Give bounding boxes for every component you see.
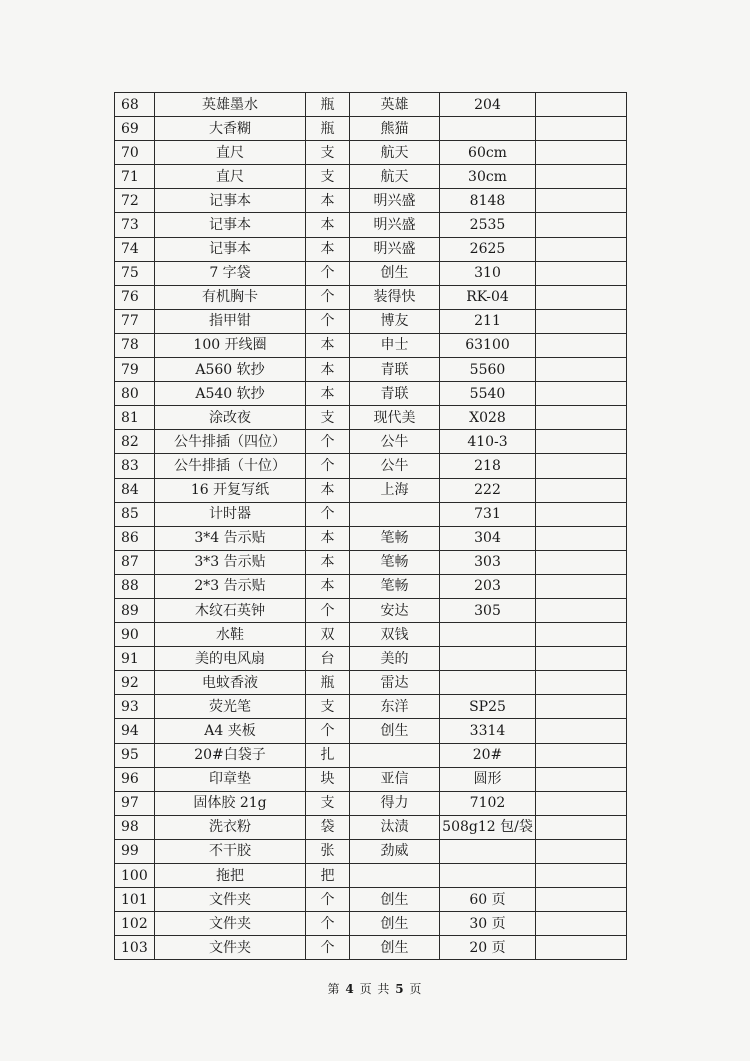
- blank-cell: [536, 309, 627, 333]
- item-table: [114, 92, 627, 960]
- item-brand: 装得快: [350, 285, 440, 309]
- item-unit: 本: [306, 382, 350, 406]
- item-unit: 本: [306, 358, 350, 382]
- blank-cell: [536, 598, 627, 622]
- item-unit: 个: [306, 502, 350, 526]
- item-spec: [440, 864, 536, 888]
- item-spec: 203: [440, 574, 536, 598]
- item-unit: 本: [306, 189, 350, 213]
- table-row: [115, 382, 627, 406]
- item-spec: 5560: [440, 358, 536, 382]
- row-number: 75: [115, 261, 155, 285]
- item-name: 直尺: [155, 165, 306, 189]
- table-row: [115, 93, 627, 117]
- item-brand: 明兴盛: [350, 189, 440, 213]
- item-name: A540 软抄: [155, 382, 306, 406]
- row-number: 82: [115, 430, 155, 454]
- item-spec: 60cm: [440, 141, 536, 165]
- item-unit: 个: [306, 598, 350, 622]
- item-unit: 个: [306, 719, 350, 743]
- footer-middle: 页 共: [359, 982, 391, 996]
- item-brand: [350, 502, 440, 526]
- item-spec: 30cm: [440, 165, 536, 189]
- item-unit: 扎: [306, 743, 350, 767]
- table-row: [115, 623, 627, 647]
- table-row: [115, 550, 627, 574]
- row-number: 85: [115, 502, 155, 526]
- table-row: [115, 261, 627, 285]
- table-row: [115, 406, 627, 430]
- item-unit: 支: [306, 165, 350, 189]
- item-brand: 英雄: [350, 93, 440, 117]
- item-brand: 公牛: [350, 454, 440, 478]
- blank-cell: [536, 671, 627, 695]
- blank-cell: [536, 550, 627, 574]
- blank-cell: [536, 141, 627, 165]
- blank-cell: [536, 767, 627, 791]
- item-unit: 个: [306, 309, 350, 333]
- item-name: 文件夹: [155, 936, 306, 960]
- item-unit: 袋: [306, 815, 350, 839]
- row-number: 96: [115, 767, 155, 791]
- blank-cell: [536, 719, 627, 743]
- item-name: 大香糊: [155, 117, 306, 141]
- item-brand: 上海: [350, 478, 440, 502]
- item-spec: 7102: [440, 791, 536, 815]
- item-brand: 创生: [350, 912, 440, 936]
- item-spec: 30 页: [440, 912, 536, 936]
- table-row: [115, 502, 627, 526]
- item-brand: 笔畅: [350, 526, 440, 550]
- item-spec: 60 页: [440, 888, 536, 912]
- item-name: 直尺: [155, 141, 306, 165]
- item-brand: 创生: [350, 888, 440, 912]
- item-spec: 410-3: [440, 430, 536, 454]
- item-spec: 3314: [440, 719, 536, 743]
- blank-cell: [536, 574, 627, 598]
- table-row: [115, 333, 627, 357]
- item-name: 文件夹: [155, 888, 306, 912]
- item-name: A560 软抄: [155, 358, 306, 382]
- item-spec: 2535: [440, 213, 536, 237]
- item-brand: 劲威: [350, 839, 440, 863]
- blank-cell: [536, 526, 627, 550]
- item-name: 3*3 告示贴: [155, 550, 306, 574]
- row-number: 78: [115, 333, 155, 357]
- item-unit: 个: [306, 285, 350, 309]
- blank-cell: [536, 454, 627, 478]
- table-row: [115, 695, 627, 719]
- item-name: 有机胸卡: [155, 285, 306, 309]
- item-spec: [440, 623, 536, 647]
- item-unit: 个: [306, 430, 350, 454]
- item-spec: SP25: [440, 695, 536, 719]
- table-row: [115, 117, 627, 141]
- item-name: 固体胶 21g: [155, 791, 306, 815]
- item-brand: 航天: [350, 165, 440, 189]
- item-table-body: [115, 93, 627, 960]
- table-row: [115, 598, 627, 622]
- item-brand: 汰渍: [350, 815, 440, 839]
- item-unit: 个: [306, 888, 350, 912]
- item-unit: 瓶: [306, 671, 350, 695]
- table-row: [115, 936, 627, 960]
- row-number: 89: [115, 598, 155, 622]
- item-brand: 创生: [350, 719, 440, 743]
- table-row: [115, 478, 627, 502]
- blank-cell: [536, 237, 627, 261]
- table-row: [115, 213, 627, 237]
- item-spec: 5540: [440, 382, 536, 406]
- row-number: 72: [115, 189, 155, 213]
- table-row: [115, 358, 627, 382]
- table-row: [115, 454, 627, 478]
- item-brand: 笔畅: [350, 574, 440, 598]
- item-unit: 本: [306, 526, 350, 550]
- row-number: 84: [115, 478, 155, 502]
- item-spec: 304: [440, 526, 536, 550]
- blank-cell: [536, 815, 627, 839]
- row-number: 74: [115, 237, 155, 261]
- blank-cell: [536, 623, 627, 647]
- blank-cell: [536, 936, 627, 960]
- row-number: 90: [115, 623, 155, 647]
- item-name: 记事本: [155, 189, 306, 213]
- blank-cell: [536, 743, 627, 767]
- blank-cell: [536, 382, 627, 406]
- item-unit: 块: [306, 767, 350, 791]
- item-unit: 本: [306, 574, 350, 598]
- item-brand: [350, 743, 440, 767]
- table-row: [115, 574, 627, 598]
- item-spec: 圆形: [440, 767, 536, 791]
- item-brand: 博友: [350, 309, 440, 333]
- item-spec: 20#: [440, 743, 536, 767]
- item-brand: 明兴盛: [350, 237, 440, 261]
- blank-cell: [536, 93, 627, 117]
- item-spec: [440, 671, 536, 695]
- item-name: 涂改夜: [155, 406, 306, 430]
- table-row: [115, 671, 627, 695]
- item-unit: 张: [306, 839, 350, 863]
- item-brand: 得力: [350, 791, 440, 815]
- table-row: [115, 791, 627, 815]
- item-brand: 亚信: [350, 767, 440, 791]
- item-unit: 瓶: [306, 93, 350, 117]
- item-unit: 个: [306, 936, 350, 960]
- footer-page-number: 4: [345, 982, 355, 996]
- blank-cell: [536, 406, 627, 430]
- row-number: 86: [115, 526, 155, 550]
- row-number: 93: [115, 695, 155, 719]
- blank-cell: [536, 647, 627, 671]
- blank-cell: [536, 261, 627, 285]
- row-number: 88: [115, 574, 155, 598]
- item-name: 指甲钳: [155, 309, 306, 333]
- table-row: [115, 912, 627, 936]
- row-number: 76: [115, 285, 155, 309]
- table-row: [115, 888, 627, 912]
- item-name: 记事本: [155, 213, 306, 237]
- row-number: 103: [115, 936, 155, 960]
- row-number: 79: [115, 358, 155, 382]
- row-number: 101: [115, 888, 155, 912]
- item-brand: 创生: [350, 936, 440, 960]
- item-spec: 222: [440, 478, 536, 502]
- row-number: 71: [115, 165, 155, 189]
- item-spec: 204: [440, 93, 536, 117]
- item-unit: 个: [306, 454, 350, 478]
- item-unit: 个: [306, 261, 350, 285]
- blank-cell: [536, 791, 627, 815]
- item-spec: 731: [440, 502, 536, 526]
- item-unit: 本: [306, 550, 350, 574]
- item-spec: 218: [440, 454, 536, 478]
- table-row: [115, 309, 627, 333]
- page-footer: [0, 980, 750, 997]
- table-row: [115, 141, 627, 165]
- item-spec: 211: [440, 309, 536, 333]
- table-row: [115, 647, 627, 671]
- item-spec: 8148: [440, 189, 536, 213]
- table-row: [115, 237, 627, 261]
- table-row: [115, 165, 627, 189]
- item-name: 荧光笔: [155, 695, 306, 719]
- item-unit: 本: [306, 213, 350, 237]
- item-brand: 青联: [350, 358, 440, 382]
- item-brand: 青联: [350, 382, 440, 406]
- item-brand: 东洋: [350, 695, 440, 719]
- row-number: 87: [115, 550, 155, 574]
- item-name: 20#白袋子: [155, 743, 306, 767]
- footer-total-pages: 5: [395, 982, 405, 996]
- item-name: 水鞋: [155, 623, 306, 647]
- item-name: 计时器: [155, 502, 306, 526]
- blank-cell: [536, 888, 627, 912]
- table-row: [115, 743, 627, 767]
- item-name: 电蚊香液: [155, 671, 306, 695]
- row-number: 98: [115, 815, 155, 839]
- footer-suffix: 页: [409, 982, 423, 996]
- item-brand: 创生: [350, 261, 440, 285]
- item-spec: 2625: [440, 237, 536, 261]
- item-spec: 63100: [440, 333, 536, 357]
- item-unit: 本: [306, 478, 350, 502]
- item-brand: 现代美: [350, 406, 440, 430]
- item-name: 印章垫: [155, 767, 306, 791]
- row-number: 95: [115, 743, 155, 767]
- item-name: 7 字袋: [155, 261, 306, 285]
- footer-prefix: 第: [327, 982, 341, 996]
- table-row: [115, 767, 627, 791]
- item-spec: RK-04: [440, 285, 536, 309]
- item-brand: 公牛: [350, 430, 440, 454]
- item-unit: 支: [306, 406, 350, 430]
- item-spec: [440, 647, 536, 671]
- blank-cell: [536, 189, 627, 213]
- item-unit: 本: [306, 237, 350, 261]
- row-number: 97: [115, 791, 155, 815]
- item-brand: 美的: [350, 647, 440, 671]
- table-row: [115, 430, 627, 454]
- item-unit: 瓶: [306, 117, 350, 141]
- row-number: 80: [115, 382, 155, 406]
- blank-cell: [536, 117, 627, 141]
- item-unit: 台: [306, 647, 350, 671]
- item-brand: 熊猫: [350, 117, 440, 141]
- blank-cell: [536, 912, 627, 936]
- item-name: 洗衣粉: [155, 815, 306, 839]
- row-number: 94: [115, 719, 155, 743]
- item-name: 公牛排插（十位）: [155, 454, 306, 478]
- row-number: 69: [115, 117, 155, 141]
- item-brand: 明兴盛: [350, 213, 440, 237]
- row-number: 70: [115, 141, 155, 165]
- item-name: 英雄墨水: [155, 93, 306, 117]
- row-number: 73: [115, 213, 155, 237]
- blank-cell: [536, 839, 627, 863]
- item-brand: 笔畅: [350, 550, 440, 574]
- blank-cell: [536, 358, 627, 382]
- item-name: 3*4 告示贴: [155, 526, 306, 550]
- item-spec: 305: [440, 598, 536, 622]
- item-name: 美的电风扇: [155, 647, 306, 671]
- item-name: 2*3 告示贴: [155, 574, 306, 598]
- table-row: [115, 839, 627, 863]
- item-brand: 雷达: [350, 671, 440, 695]
- item-brand: 航天: [350, 141, 440, 165]
- item-unit: 双: [306, 623, 350, 647]
- table-row: [115, 526, 627, 550]
- row-number: 77: [115, 309, 155, 333]
- item-spec: 310: [440, 261, 536, 285]
- item-brand: [350, 864, 440, 888]
- row-number: 92: [115, 671, 155, 695]
- table-row: [115, 719, 627, 743]
- item-spec: [440, 839, 536, 863]
- row-number: 99: [115, 839, 155, 863]
- item-spec: 508g12 包/袋: [440, 815, 536, 839]
- row-number: 81: [115, 406, 155, 430]
- row-number: 100: [115, 864, 155, 888]
- table-row: [115, 189, 627, 213]
- item-spec: 303: [440, 550, 536, 574]
- item-name: A4 夹板: [155, 719, 306, 743]
- table-row: [115, 815, 627, 839]
- row-number: 83: [115, 454, 155, 478]
- item-brand: 申士: [350, 333, 440, 357]
- blank-cell: [536, 478, 627, 502]
- item-unit: 支: [306, 141, 350, 165]
- item-spec: 20 页: [440, 936, 536, 960]
- blank-cell: [536, 333, 627, 357]
- item-name: 不干胶: [155, 839, 306, 863]
- item-spec: X028: [440, 406, 536, 430]
- item-name: 木纹石英钟: [155, 598, 306, 622]
- item-name: 记事本: [155, 237, 306, 261]
- item-unit: 本: [306, 333, 350, 357]
- blank-cell: [536, 285, 627, 309]
- item-name: 16 开复写纸: [155, 478, 306, 502]
- blank-cell: [536, 165, 627, 189]
- item-name: 文件夹: [155, 912, 306, 936]
- item-unit: 把: [306, 864, 350, 888]
- item-name: 100 开线圈: [155, 333, 306, 357]
- item-brand: 双钱: [350, 623, 440, 647]
- item-unit: 支: [306, 695, 350, 719]
- row-number: 68: [115, 93, 155, 117]
- item-spec: [440, 117, 536, 141]
- item-name: 公牛排插（四位）: [155, 430, 306, 454]
- blank-cell: [536, 502, 627, 526]
- blank-cell: [536, 695, 627, 719]
- table-row: [115, 864, 627, 888]
- item-brand: 安达: [350, 598, 440, 622]
- blank-cell: [536, 864, 627, 888]
- row-number: 102: [115, 912, 155, 936]
- item-name: 拖把: [155, 864, 306, 888]
- blank-cell: [536, 213, 627, 237]
- blank-cell: [536, 430, 627, 454]
- item-unit: 支: [306, 791, 350, 815]
- item-unit: 个: [306, 912, 350, 936]
- table-row: [115, 285, 627, 309]
- row-number: 91: [115, 647, 155, 671]
